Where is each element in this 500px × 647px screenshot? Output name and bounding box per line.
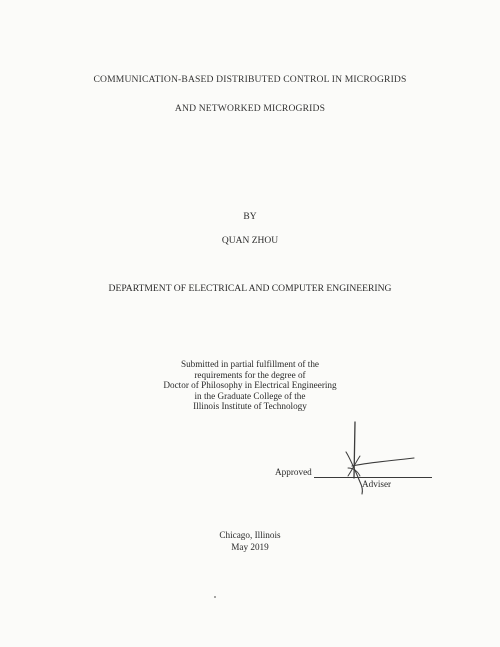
- submission-date: May 2019: [231, 542, 269, 552]
- submission-line: in the Graduate College of the: [194, 390, 306, 401]
- signature-line: [314, 477, 432, 478]
- adviser-label: Adviser: [362, 479, 392, 489]
- place: Chicago, Illinois: [219, 530, 281, 540]
- submission-statement: [0, 359, 500, 412]
- thesis-title-line-1: COMMUNICATION-BASED DISTRIBUTED CONTROL IN MICROGRIDS: [93, 74, 407, 85]
- submission-line: Doctor of Philosophy in Electrical Engineering: [163, 380, 337, 391]
- submission-line: requirements for the degree of: [194, 369, 306, 380]
- approved-label: Approved: [275, 467, 312, 477]
- author-name: QUAN ZHOU: [221, 236, 279, 246]
- by-label: BY: [243, 212, 257, 222]
- scan-speck: [214, 596, 216, 598]
- thesis-title-line-2: AND NETWORKED MICROGRIDS: [174, 103, 326, 114]
- submission-line: Submitted in partial fulfillment of the: [180, 359, 320, 369]
- submission-line: Illinois Institute of Technology: [193, 401, 307, 412]
- department-name: DEPARTMENT OF ELECTRICAL AND COMPUTER ENGINEERING: [108, 283, 392, 294]
